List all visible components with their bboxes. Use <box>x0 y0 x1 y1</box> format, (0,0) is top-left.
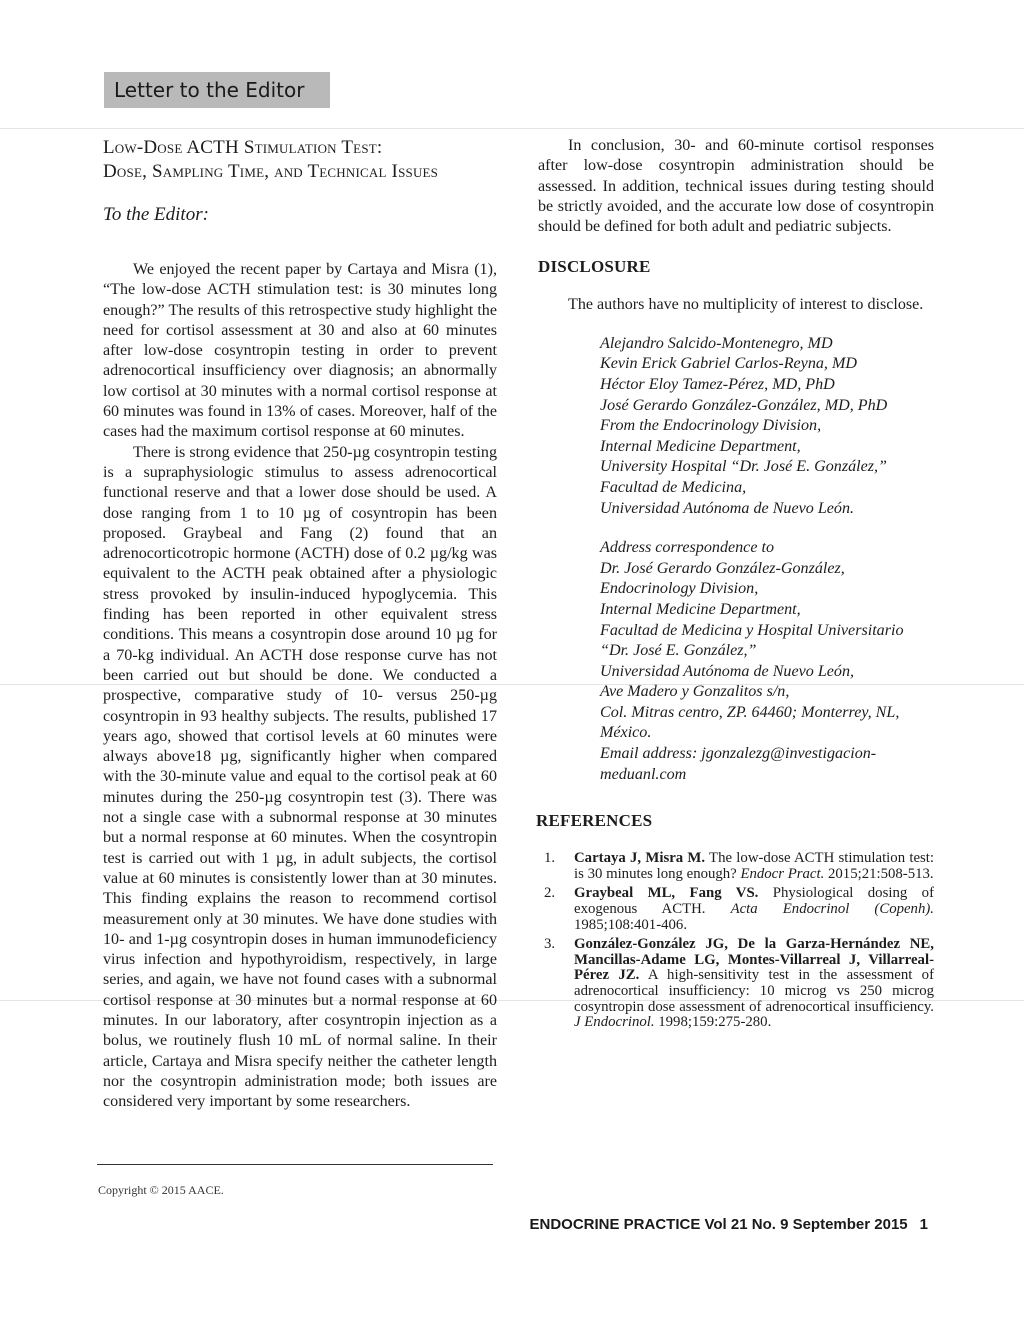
reference-number: 3. <box>544 936 556 953</box>
correspondence-line: Internal Medicine Department, <box>600 600 801 618</box>
reference-authors: Cartaya J, Misra M. <box>574 850 706 867</box>
correspondence-line: Dr. José Gerardo González-González, <box>600 559 845 577</box>
reference-authors: Graybeal ML, Fang VS. <box>574 885 759 902</box>
right-column <box>538 136 934 1035</box>
author-line: Kevin Erick Gabriel Carlos-Reyna, MD <box>600 355 857 373</box>
correspondence-block <box>600 538 934 785</box>
author-block <box>600 334 934 519</box>
email-line: meduanl.com <box>600 765 687 783</box>
reference-list <box>538 851 934 1031</box>
disclosure-heading: DISCLOSURE <box>538 257 651 277</box>
paragraph-1: We enjoyed the recent paper by Cartaya and Misra (1), “The low-dose ACTH stimulation test: is 30 minutes long enough?” The results of this retrospective study highlight the need for cortisol assessment at 30 and also at 60 minutes after low-dose cosyntropin testing in order to prevent adrenocortical insufficiency over diagnosis; an abnormally low cortisol at 30 minutes with a normal cortisol response at 60 minutes was found in 13% of cases. Moreover, half of the cases had the maximum cortisol response at 60 minutes. <box>103 261 497 441</box>
reference-text: A high-sensitivity test in the assessment of adrenocortical insufficiency: 10 microg vs 250 microg cosyntropin dose assessment of adrenocortical insufficiency. <box>574 967 934 1015</box>
reference-number: 1. <box>544 850 556 867</box>
reference-authors: González-González JG, De la Garza-Hernández NE, Mancillas-Adame LG, Montes-Villarreal J, Villarreal-Pérez JZ. <box>574 936 934 984</box>
email-line: Email address: jgonzalezg@investigacion- <box>600 745 877 763</box>
affiliation-line: University Hospital “Dr. José E. González,” <box>600 458 887 476</box>
correspondence-line: México. <box>600 724 652 742</box>
correspondence-line: Col. Mitras centro, ZP. 64460; Monterrey, NL, <box>600 703 900 721</box>
affiliation-line: Facultad de Medicina, <box>600 478 747 496</box>
correspondence-line: Address correspondence to <box>600 539 775 557</box>
paragraph-2: There is strong evidence that 250-µg cosyntropin testing is a supraphysiologic stimulus to assess adrenocortical functional reserve and that a lower dose should be used. A dose ranging from 1 to 10 µg of cosyntropin has been proposed. Graybeal and Fang (2) found that an adrenocorticotropic hormone (ACTH) dose of 0.2 µg/kg was equivalent to the ACTH peak obtained after a physiologic stress provoked by insulin-induced hypoglycemia. This finding has been reported in other equivalent stress conditions. This means a cosyntropin dose around 10 µg for a 70-kg individual. An ACTH dose response curve has not been carried out but should be done. We conducted a prospective, comparative study of 10- versus 250-µg cosyntropin in 93 healthy subjects. The results, published 17 years ago, showed that cortisol levels at 60 minutes were always above18 µg, significantly higher when compared with the 30-minute value and equal to the cortisol peak at 60 minutes during the 250-µg cosyntropin test (3). There was not a single case with a subnormal response at 30 minutes but a normal response at 60 minutes. When the cosyntropin test is carried out with 1 µg, in adult subjects, the cortisol value at 60 minutes is consistently lower than at 30 minutes. This finding explains the reason to recommend cortisol measurement only at 30 minutes. We have done studies with 10- and 1-µg cosyntropin doses in human immunodeficiency virus infection and hypothyroidism, respectively, in large series, and again, we have not found cases with a subnormal cortisol response at 30 minutes but a normal response at 60 minutes. In our laboratory, after cosyntropin injection as a bolus, we routinely flush 10 mL of normal saline. In their article, Cartaya and Misra specify neither the catheter length nor the cosyntropin administration mode; both issues are considered very important by some researchers. <box>103 443 497 1111</box>
reference-journal: Acta Endocrinol (Copenh). <box>730 901 934 918</box>
author-line: Héctor Eloy Tamez-Pérez, MD, PhD <box>600 375 835 393</box>
disclosure-text: The authors have no multiplicity of interest to disclose. <box>568 296 924 314</box>
correspondence-line: Endocrinology Division, <box>600 580 759 598</box>
reference-journal: Endocr Pract. <box>740 865 825 882</box>
article-title <box>103 136 497 184</box>
correspondence-line: Ave Madero y Gonzalitos s/n, <box>600 683 790 701</box>
reference-citation: 1985;108:401-406. <box>574 916 688 933</box>
section-label: Letter to the Editor <box>104 72 330 108</box>
author-line: José Gerardo González-González, MD, PhD <box>600 396 888 414</box>
reference-item <box>538 937 934 1031</box>
references-heading: REFERENCES <box>536 811 653 831</box>
running-footer <box>529 1216 928 1233</box>
title-line-2: Dose, Sampling Time, and Technical Issues <box>103 161 439 182</box>
reference-item <box>538 886 934 933</box>
affiliation-line: Universidad Autónoma de Nuevo León. <box>600 499 855 517</box>
affiliation-line: Internal Medicine Department, <box>600 437 801 455</box>
journal-citation: ENDOCRINE PRACTICE Vol 21 No. 9 September 2015 <box>529 1216 908 1233</box>
reference-text: Physiological dosing of exogenous ACTH. <box>574 885 934 918</box>
correspondence-line: “Dr. José E. González,” <box>600 642 757 660</box>
page-number: 1 <box>919 1216 928 1233</box>
reference-citation: 2015;21:508-513. <box>824 865 934 882</box>
correspondence-line: Facultad de Medicina y Hospital Universitario <box>600 621 904 639</box>
reference-number: 2. <box>544 885 556 902</box>
divider <box>0 128 1024 129</box>
paragraph-3: In conclusion, 30- and 60-minute cortisol responses after low-dose cosyntropin administration should be assessed. In addition, technical issues during testing should be strictly avoided, and the accurate low dose of cosyntropin should be defined for both adult and pediatric subjects. <box>538 137 934 236</box>
left-column <box>103 136 497 1112</box>
author-line: Alejandro Salcido-Montenegro, MD <box>600 334 833 352</box>
affiliation-line: From the Endocrinology Division, <box>600 417 822 435</box>
reference-citation: 1998;159:275-280. <box>654 1014 772 1031</box>
correspondence-line: Universidad Autónoma de Nuevo León, <box>600 662 855 680</box>
reference-text: The low-dose ACTH stimulation test: is 30 minutes long enough? <box>574 850 934 882</box>
reference-journal: J Endocrinol. <box>574 1014 655 1031</box>
title-line-1: Low-Dose ACTH Stimulation Test: <box>103 137 383 158</box>
copyright-notice: Copyright © 2015 AACE. <box>98 1183 224 1197</box>
salutation: To the Editor: <box>103 204 209 225</box>
footnote-rule <box>97 1164 493 1165</box>
reference-item <box>538 851 934 882</box>
